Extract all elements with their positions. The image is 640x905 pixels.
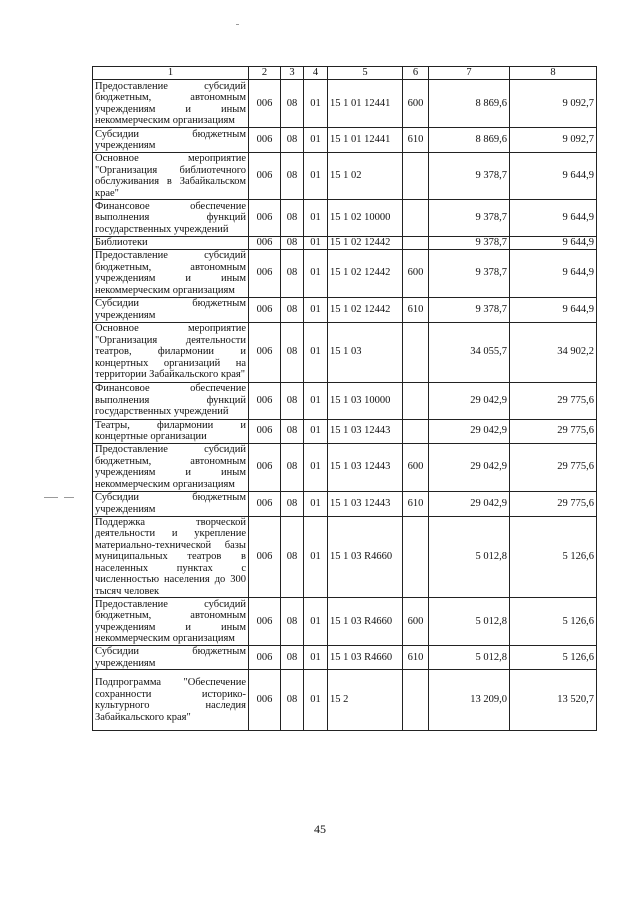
admin-code: 006	[249, 443, 281, 491]
table-row	[93, 382, 597, 419]
section-code: 08	[281, 516, 304, 598]
expense-type: 600	[403, 443, 429, 491]
subsection-code: 01	[304, 80, 328, 128]
amount-year-1: 9 378,7	[429, 297, 510, 322]
amount-year-1: 9 378,7	[429, 153, 510, 200]
section-code: 08	[281, 128, 304, 153]
section-code: 08	[281, 322, 304, 382]
amount-year-1: 9 378,7	[429, 249, 510, 297]
row-name: Субсидии бюджетным учреждениям	[93, 297, 249, 322]
section-code: 08	[281, 153, 304, 200]
amount-year-2: 9 644,9	[510, 249, 597, 297]
table-row	[93, 443, 597, 491]
target-article: 15 1 02	[328, 153, 403, 200]
row-name: Библиотеки	[93, 237, 249, 250]
column-header: 4	[304, 67, 328, 80]
row-name: Поддержка творческой деятельности и укрепление материально-технической базы муниципальных театров в населенных пунктах с численностью населения до 300 тысяч человек	[93, 516, 249, 598]
expense-type: 610	[403, 297, 429, 322]
amount-year-1: 9 378,7	[429, 237, 510, 250]
section-code: 08	[281, 646, 304, 670]
row-name: Предоставление субсидий бюджетным, автономным учреждениям и иным некоммерческим организациям	[93, 249, 249, 297]
admin-code: 006	[249, 237, 281, 250]
subsection-code: 01	[304, 237, 328, 250]
section-code: 08	[281, 598, 304, 646]
amount-year-1: 8 869,6	[429, 128, 510, 153]
page-number: 45	[314, 822, 326, 836]
subsection-code: 01	[304, 491, 328, 516]
amount-year-2: 5 126,6	[510, 646, 597, 670]
target-article: 15 1 03	[328, 322, 403, 382]
admin-code: 006	[249, 249, 281, 297]
target-article: 15 1 03 12443	[328, 443, 403, 491]
row-name: Основное мероприятие "Организация библиотечного обслуживания в Забайкальском крае"	[93, 153, 249, 200]
amount-year-2: 9 644,9	[510, 237, 597, 250]
target-article: 15 1 02 10000	[328, 200, 403, 237]
table-row	[93, 516, 597, 598]
section-code: 08	[281, 297, 304, 322]
expense-type: 610	[403, 491, 429, 516]
row-name: Основное мероприятие "Организация деятельности театров, филармонии и концертных организаций на территории Забайкальского края"	[93, 322, 249, 382]
admin-code: 006	[249, 297, 281, 322]
admin-code: 006	[249, 382, 281, 419]
amount-year-2: 29 775,6	[510, 419, 597, 443]
subsection-code: 01	[304, 598, 328, 646]
subsection-code: 01	[304, 153, 328, 200]
amount-year-1: 29 042,9	[429, 443, 510, 491]
table-header-row	[93, 67, 597, 80]
target-article: 15 1 03 10000	[328, 382, 403, 419]
subsection-code: 01	[304, 200, 328, 237]
row-name: Субсидии бюджетным учреждениям	[93, 491, 249, 516]
subsection-code: 01	[304, 443, 328, 491]
row-name: Субсидии бюджетным учреждениям	[93, 646, 249, 670]
amount-year-2: 13 520,7	[510, 670, 597, 731]
admin-code: 006	[249, 200, 281, 237]
amount-year-2: 9 644,9	[510, 297, 597, 322]
subsection-code: 01	[304, 419, 328, 443]
expense-type	[403, 516, 429, 598]
expense-type: 610	[403, 128, 429, 153]
amount-year-2: 29 775,6	[510, 382, 597, 419]
amount-year-1: 29 042,9	[429, 382, 510, 419]
row-name: Финансовое обеспечение выполнения функций государственных учреждений	[93, 200, 249, 237]
expense-type	[403, 382, 429, 419]
row-name: Подпрограмма "Обеспечение сохранности историко-культурного наследия Забайкальского края"	[93, 670, 249, 731]
amount-year-1: 9 378,7	[429, 200, 510, 237]
section-code: 08	[281, 249, 304, 297]
admin-code: 006	[249, 598, 281, 646]
target-article: 15 1 01 12441	[328, 80, 403, 128]
section-code: 08	[281, 382, 304, 419]
target-article: 15 1 01 12441	[328, 128, 403, 153]
column-header: 5	[328, 67, 403, 80]
amount-year-2: 9 644,9	[510, 200, 597, 237]
expense-type	[403, 200, 429, 237]
amount-year-1: 5 012,8	[429, 646, 510, 670]
subsection-code: 01	[304, 382, 328, 419]
section-code: 08	[281, 200, 304, 237]
target-article: 15 1 02 12442	[328, 237, 403, 250]
amount-year-1: 13 209,0	[429, 670, 510, 731]
admin-code: 006	[249, 419, 281, 443]
table-row	[93, 249, 597, 297]
scan-speck	[44, 497, 58, 498]
table-row	[93, 237, 597, 250]
amount-year-2: 34 902,2	[510, 322, 597, 382]
target-article: 15 1 03 R4660	[328, 516, 403, 598]
amount-year-2: 9 644,9	[510, 153, 597, 200]
amount-year-1: 5 012,8	[429, 516, 510, 598]
target-article: 15 1 03 R4660	[328, 646, 403, 670]
table-row	[93, 297, 597, 322]
amount-year-2: 5 126,6	[510, 516, 597, 598]
admin-code: 006	[249, 516, 281, 598]
admin-code: 006	[249, 322, 281, 382]
table-row	[93, 322, 597, 382]
expense-type: 600	[403, 80, 429, 128]
section-code: 08	[281, 491, 304, 516]
row-name: Финансовое обеспечение выполнения функций государственных учреждений	[93, 382, 249, 419]
amount-year-1: 29 042,9	[429, 491, 510, 516]
admin-code: 006	[249, 491, 281, 516]
table-row	[93, 80, 597, 128]
admin-code: 006	[249, 128, 281, 153]
expense-type: 610	[403, 646, 429, 670]
amount-year-2: 29 775,6	[510, 443, 597, 491]
column-header: 8	[510, 67, 597, 80]
expense-type	[403, 419, 429, 443]
target-article: 15 1 03 12443	[328, 491, 403, 516]
admin-code: 006	[249, 80, 281, 128]
column-header: 6	[403, 67, 429, 80]
column-header: 2	[249, 67, 281, 80]
scan-speck	[64, 497, 74, 498]
subsection-code: 01	[304, 322, 328, 382]
target-article: 15 2	[328, 670, 403, 731]
table-row	[93, 598, 597, 646]
table-row	[93, 128, 597, 153]
subsection-code: 01	[304, 516, 328, 598]
table-row	[93, 153, 597, 200]
table-row	[93, 419, 597, 443]
row-name: Предоставление субсидий бюджетным, автономным учреждениям и иным некоммерческим организациям	[93, 598, 249, 646]
column-header: 3	[281, 67, 304, 80]
section-code: 08	[281, 443, 304, 491]
row-name: Субсидии бюджетным учреждениям	[93, 128, 249, 153]
table-row	[93, 491, 597, 516]
expense-type	[403, 153, 429, 200]
table-row	[93, 670, 597, 731]
admin-code: 006	[249, 153, 281, 200]
section-code: 08	[281, 419, 304, 443]
amount-year-2: 9 092,7	[510, 128, 597, 153]
expense-type	[403, 670, 429, 731]
target-article: 15 1 02 12442	[328, 297, 403, 322]
admin-code: 006	[249, 670, 281, 731]
target-article: 15 1 02 12442	[328, 249, 403, 297]
amount-year-2: 9 092,7	[510, 80, 597, 128]
table-row	[93, 646, 597, 670]
amount-year-1: 5 012,8	[429, 598, 510, 646]
section-code: 08	[281, 237, 304, 250]
row-name: Предоставление субсидий бюджетным, автономным учреждениям и иным некоммерческим организациям	[93, 80, 249, 128]
section-code: 08	[281, 80, 304, 128]
row-name: Театры, филармонии и концертные организации	[93, 419, 249, 443]
subsection-code: 01	[304, 297, 328, 322]
target-article: 15 1 03 R4660	[328, 598, 403, 646]
subsection-code: 01	[304, 670, 328, 731]
amount-year-1: 8 869,6	[429, 80, 510, 128]
column-header: 7	[429, 67, 510, 80]
table-row	[93, 200, 597, 237]
expense-type: 600	[403, 598, 429, 646]
expense-type	[403, 237, 429, 250]
target-article: 15 1 03 12443	[328, 419, 403, 443]
amount-year-1: 34 055,7	[429, 322, 510, 382]
amount-year-1: 29 042,9	[429, 419, 510, 443]
section-code: 08	[281, 670, 304, 731]
amount-year-2: 29 775,6	[510, 491, 597, 516]
scan-speck	[236, 24, 239, 25]
column-header: 1	[93, 67, 249, 80]
expense-type	[403, 322, 429, 382]
row-name: Предоставление субсидий бюджетным, автономным учреждениям и иным некоммерческим организациям	[93, 443, 249, 491]
budget-table	[92, 66, 597, 731]
admin-code: 006	[249, 646, 281, 670]
subsection-code: 01	[304, 128, 328, 153]
expense-type: 600	[403, 249, 429, 297]
subsection-code: 01	[304, 249, 328, 297]
amount-year-2: 5 126,6	[510, 598, 597, 646]
subsection-code: 01	[304, 646, 328, 670]
